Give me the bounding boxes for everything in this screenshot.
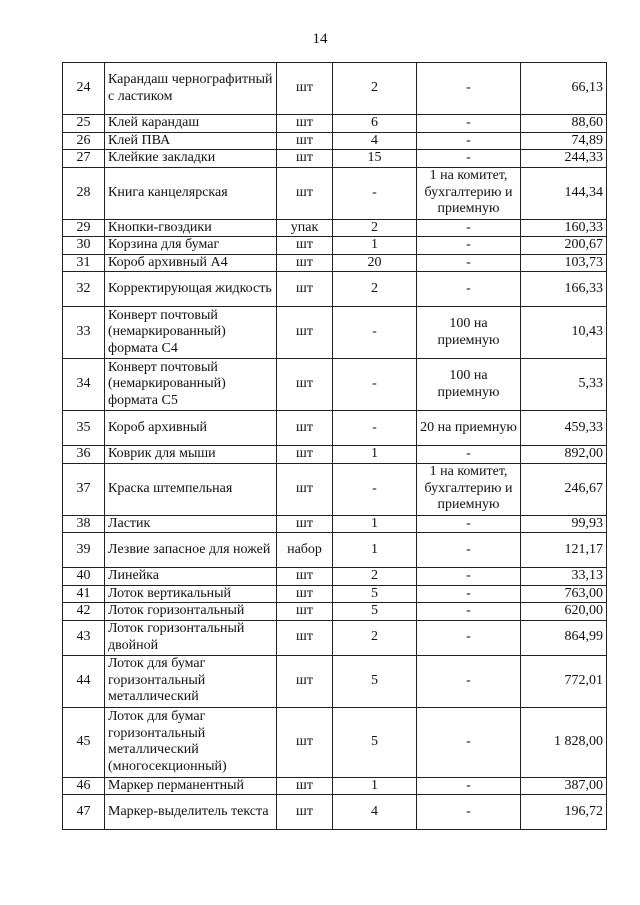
item-unit: шт xyxy=(277,115,333,133)
item-name: Лоток для бумаг горизонтальный металлический (многосекционный) xyxy=(105,707,277,777)
row-number: 38 xyxy=(63,515,105,533)
item-price: 121,17 xyxy=(521,533,607,568)
row-number: 41 xyxy=(63,585,105,603)
item-quantity: 4 xyxy=(333,795,417,830)
item-unit: шт xyxy=(277,620,333,655)
item-unit: шт xyxy=(277,272,333,307)
item-note: - xyxy=(417,237,521,255)
item-name: Конверт почтовый (немаркированный) формата С4 xyxy=(105,307,277,359)
row-number: 32 xyxy=(63,272,105,307)
item-name: Лезвие запасное для ножей xyxy=(105,533,277,568)
item-price: 892,00 xyxy=(521,446,607,464)
row-number: 30 xyxy=(63,237,105,255)
table-row xyxy=(63,707,607,777)
item-name: Короб архивный А4 xyxy=(105,254,277,272)
item-quantity: 2 xyxy=(333,568,417,586)
item-name: Лоток вертикальный xyxy=(105,585,277,603)
table-row xyxy=(63,254,607,272)
item-price: 763,00 xyxy=(521,585,607,603)
item-quantity: 5 xyxy=(333,603,417,621)
item-unit: шт xyxy=(277,707,333,777)
item-price: 5,33 xyxy=(521,359,607,411)
item-price: 244,33 xyxy=(521,150,607,168)
item-quantity: 1 xyxy=(333,777,417,795)
item-price: 103,73 xyxy=(521,254,607,272)
item-note: - xyxy=(417,707,521,777)
item-note: - xyxy=(417,795,521,830)
item-price: 160,33 xyxy=(521,219,607,237)
item-quantity: 2 xyxy=(333,63,417,115)
row-number: 34 xyxy=(63,359,105,411)
item-note: - xyxy=(417,115,521,133)
item-note: - xyxy=(417,446,521,464)
item-unit: шт xyxy=(277,411,333,446)
row-number: 43 xyxy=(63,620,105,655)
item-quantity: 2 xyxy=(333,272,417,307)
item-name: Маркер-выделитель текста xyxy=(105,795,277,830)
row-number: 29 xyxy=(63,219,105,237)
item-unit: упак xyxy=(277,219,333,237)
item-price: 620,00 xyxy=(521,603,607,621)
item-name: Корзина для бумаг xyxy=(105,237,277,255)
item-note: - xyxy=(417,515,521,533)
item-name: Лоток для бумаг горизонтальный металлический xyxy=(105,655,277,707)
table-row xyxy=(63,219,607,237)
row-number: 25 xyxy=(63,115,105,133)
item-quantity: 5 xyxy=(333,707,417,777)
item-note: - xyxy=(417,603,521,621)
item-note: - xyxy=(417,533,521,568)
item-price: 246,67 xyxy=(521,463,607,515)
item-quantity: 2 xyxy=(333,620,417,655)
row-number: 45 xyxy=(63,707,105,777)
row-number: 28 xyxy=(63,167,105,219)
item-unit: шт xyxy=(277,63,333,115)
row-number: 37 xyxy=(63,463,105,515)
item-unit: шт xyxy=(277,150,333,168)
item-price: 166,33 xyxy=(521,272,607,307)
item-name: Клей ПВА xyxy=(105,132,277,150)
item-quantity: - xyxy=(333,167,417,219)
item-price: 200,67 xyxy=(521,237,607,255)
table-row xyxy=(63,115,607,133)
item-name: Краска штемпельная xyxy=(105,463,277,515)
item-price: 144,34 xyxy=(521,167,607,219)
table-row xyxy=(63,307,607,359)
table-row xyxy=(63,533,607,568)
item-unit: шт xyxy=(277,132,333,150)
item-quantity: 15 xyxy=(333,150,417,168)
item-note: 1 на комитет, бухгалтерию и приемную xyxy=(417,463,521,515)
table-row xyxy=(63,795,607,830)
item-quantity: 2 xyxy=(333,219,417,237)
table-row xyxy=(63,655,607,707)
item-name: Линейка xyxy=(105,568,277,586)
item-name: Книга канцелярская xyxy=(105,167,277,219)
item-note: - xyxy=(417,63,521,115)
row-number: 35 xyxy=(63,411,105,446)
item-name: Конверт почтовый (немаркированный) формата С5 xyxy=(105,359,277,411)
row-number: 47 xyxy=(63,795,105,830)
item-name: Клейкие закладки xyxy=(105,150,277,168)
item-price: 10,43 xyxy=(521,307,607,359)
item-unit: шт xyxy=(277,446,333,464)
item-price: 99,93 xyxy=(521,515,607,533)
table-row xyxy=(63,603,607,621)
item-note: - xyxy=(417,777,521,795)
item-unit: шт xyxy=(277,254,333,272)
item-name: Короб архивный xyxy=(105,411,277,446)
item-quantity: 1 xyxy=(333,533,417,568)
table-row xyxy=(63,167,607,219)
row-number: 44 xyxy=(63,655,105,707)
item-note: - xyxy=(417,132,521,150)
item-note: - xyxy=(417,219,521,237)
table-row xyxy=(63,620,607,655)
item-unit: шт xyxy=(277,307,333,359)
item-unit: шт xyxy=(277,359,333,411)
table-row xyxy=(63,515,607,533)
row-number: 39 xyxy=(63,533,105,568)
item-price: 66,13 xyxy=(521,63,607,115)
row-number: 31 xyxy=(63,254,105,272)
item-name: Клей карандаш xyxy=(105,115,277,133)
item-note: - xyxy=(417,620,521,655)
item-quantity: 1 xyxy=(333,515,417,533)
table-row xyxy=(63,272,607,307)
item-quantity: 1 xyxy=(333,237,417,255)
item-note: 1 на комитет, бухгалтерию и приемную xyxy=(417,167,521,219)
item-price: 459,33 xyxy=(521,411,607,446)
item-unit: шт xyxy=(277,655,333,707)
table-row xyxy=(63,777,607,795)
item-name: Корректирующая жидкость xyxy=(105,272,277,307)
row-number: 33 xyxy=(63,307,105,359)
item-quantity: 6 xyxy=(333,115,417,133)
item-name: Лоток горизонтальный двойной xyxy=(105,620,277,655)
item-quantity: - xyxy=(333,411,417,446)
item-unit: шт xyxy=(277,777,333,795)
row-number: 24 xyxy=(63,63,105,115)
item-unit: шт xyxy=(277,167,333,219)
item-name: Кнопки-гвоздики xyxy=(105,219,277,237)
table-row xyxy=(63,446,607,464)
item-name: Коврик для мыши xyxy=(105,446,277,464)
row-number: 27 xyxy=(63,150,105,168)
item-note: 100 на приемную xyxy=(417,359,521,411)
item-unit: шт xyxy=(277,795,333,830)
table-row xyxy=(63,463,607,515)
row-number: 40 xyxy=(63,568,105,586)
item-note: 100 на приемную xyxy=(417,307,521,359)
item-unit: шт xyxy=(277,515,333,533)
row-number: 36 xyxy=(63,446,105,464)
item-name: Лоток горизонтальный xyxy=(105,603,277,621)
item-note: - xyxy=(417,272,521,307)
item-note: 20 на приемную xyxy=(417,411,521,446)
item-name: Ластик xyxy=(105,515,277,533)
supplies-table xyxy=(62,62,607,830)
table-row xyxy=(63,63,607,115)
item-quantity: 5 xyxy=(333,585,417,603)
item-name: Карандаш чернографитный с ластиком xyxy=(105,63,277,115)
item-unit: шт xyxy=(277,568,333,586)
row-number: 42 xyxy=(63,603,105,621)
item-unit: набор xyxy=(277,533,333,568)
item-quantity: 4 xyxy=(333,132,417,150)
item-price: 88,60 xyxy=(521,115,607,133)
item-price: 864,99 xyxy=(521,620,607,655)
table-row xyxy=(63,237,607,255)
table-row xyxy=(63,150,607,168)
item-price: 1 828,00 xyxy=(521,707,607,777)
table-row xyxy=(63,568,607,586)
row-number: 46 xyxy=(63,777,105,795)
item-unit: шт xyxy=(277,603,333,621)
item-unit: шт xyxy=(277,585,333,603)
item-quantity: 5 xyxy=(333,655,417,707)
table-row xyxy=(63,132,607,150)
item-quantity: - xyxy=(333,463,417,515)
item-price: 196,72 xyxy=(521,795,607,830)
table-row xyxy=(63,585,607,603)
table-body xyxy=(63,63,607,830)
item-quantity: 1 xyxy=(333,446,417,464)
item-note: - xyxy=(417,655,521,707)
item-price: 33,13 xyxy=(521,568,607,586)
item-note: - xyxy=(417,254,521,272)
page-number: 14 xyxy=(312,31,328,47)
item-quantity: 20 xyxy=(333,254,417,272)
item-note: - xyxy=(417,585,521,603)
table-row xyxy=(63,359,607,411)
item-unit: шт xyxy=(277,237,333,255)
item-quantity: - xyxy=(333,359,417,411)
row-number: 26 xyxy=(63,132,105,150)
item-price: 74,89 xyxy=(521,132,607,150)
item-name: Маркер перманентный xyxy=(105,777,277,795)
item-note: - xyxy=(417,568,521,586)
item-price: 772,01 xyxy=(521,655,607,707)
item-unit: шт xyxy=(277,463,333,515)
item-note: - xyxy=(417,150,521,168)
item-quantity: - xyxy=(333,307,417,359)
item-price: 387,00 xyxy=(521,777,607,795)
table-row xyxy=(63,411,607,446)
